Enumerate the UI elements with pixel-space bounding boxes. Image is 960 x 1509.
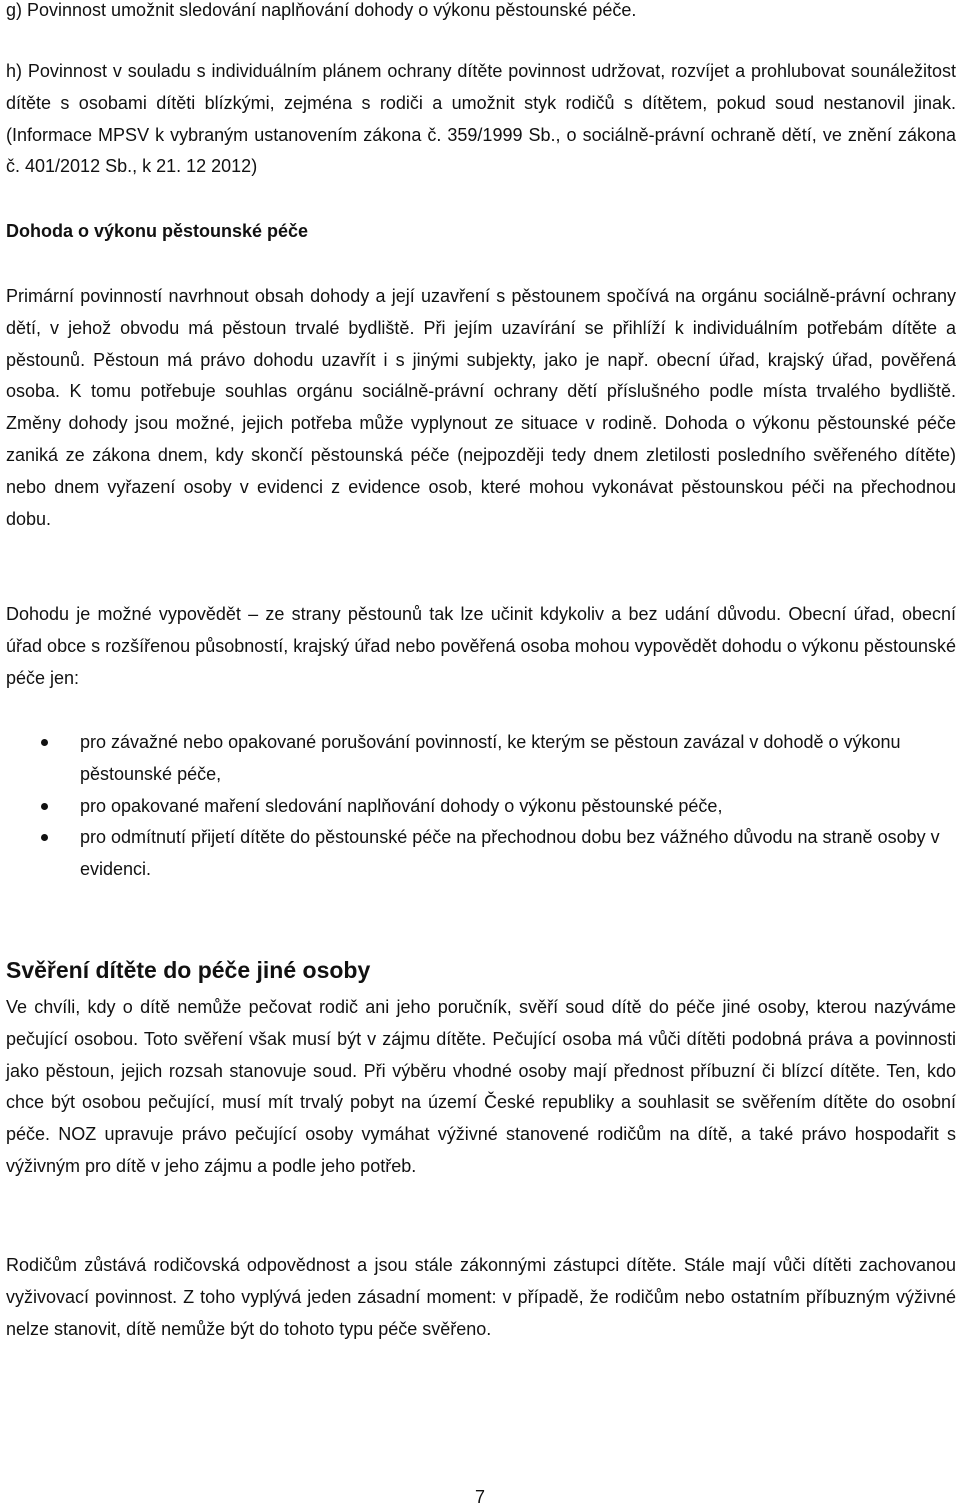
paragraph-g: g) Povinnost umožnit sledování naplňování dohody o výkonu pěstounské péče. (6, 0, 637, 20)
paragraph-h: h) Povinnost v souladu s individuálním plánem ochrany dítěte povinnost udržovat, rozvíjet a prohlubovat sounáležitost dítěte s osobami dítěti blízkými, zejména s rodiči a umožnit styk rodičů s dítětem, pokud soud nestanovil jinak. (Informace MPSV k vybraným ustanovením zákona č. 359/1999 Sb., o sociálně-právní ochraně dětí, ve znění zákona č. 401/2012 Sb., k 21. 12 2012) (6, 61, 956, 177)
paragraph-sverovani: Ve chvíli, kdy o dítě nemůže pečovat rodič ani jeho poručník, svěří soud dítě do péče jiné osoby, kterou nazýváme pečující osobou. Toto svěření však musí být v zájmu dítěte. Pečující osoba má vůči dítěti podobná práva a povinnosti jako pěstoun, jejich rozsah stanovuje soud. Při výběru vhodné osoby mají přednost příbuzní či blízcí dítěte. Ten, kdo chce být osobou pečující, musí mít trvalý pobyt na území České republiky a souhlasit se svěřením dítěte do osobní péče. NOZ upravuje právo pečující osoby vymáhat výživné stanovené rodičům na dítě, a také právo hospodařit s výživným pro dítě v jeho zájmu a podle jeho potřeb. (6, 997, 956, 1176)
bullet-icon (41, 739, 48, 746)
list-item (6, 727, 956, 791)
list-item-text: pro závažné nebo opakované porušování povinností, ke kterým se pěstoun zavázal v dohodě o výkonu pěstounské péče, (80, 732, 901, 784)
page-number: 7 (474, 1487, 485, 1507)
list-item-text: pro odmítnutí přijetí dítěte do pěstounské péče na přechodnou dobu bez vážného důvodu na straně osoby v evidenci. (80, 827, 940, 880)
subheading-dohoda: Dohoda o výkonu pěstounské péče (6, 221, 309, 241)
section-heading: Svěření dítěte do péče jiné osoby (6, 957, 371, 983)
bullet-icon (41, 803, 48, 810)
reasons-list (6, 727, 956, 886)
paragraph-vypovedet: Dohodu je možné vypovědět – ze strany pěstounů tak lze učinit kdykoliv a bez udání důvodu. Obecní úřad, obecní úřad obce s rozšířenou působností, krajský úřad nebo pověřená osoba mohou vypovědět dohodu o výkonu pěstounské péče jen: (6, 604, 956, 688)
paragraph-primarni: Primární povinností navrhnout obsah dohody a její uzavření s pěstounem spočívá na orgánu sociálně-právní ochrany dětí, v jehož obvodu má pěstoun trvalé bydliště. Při jejím uzavírání se přihlíží k individuálním potřebám dítěte a pěstounů. Pěstoun má právo dohodu uzavřít i s jinými subjekty, jako je např. obecní úřad, krajský úřad, pověřená osoba. K tomu potřebuje souhlas orgánu sociálně-právní ochrany dětí příslušného podle místa trvalého bydliště. Změny dohody jsou možné, jejich potřeba může vyplynout ze situace v rodině. Dohoda o výkonu pěstounské péče zaniká ze zákona dnem, kdy skončí pěstounská péče (nejpozději tedy dnem zletilosti posledního svěřeného dítěte) nebo dnem vyřazení osoby v evidenci z evidence osob, které mohou vykonávat pěstounskou péči na přechodnou dobu. (6, 286, 956, 529)
list-item-text: pro opakované maření sledování naplňování dohody o výkonu pěstounské péče, (80, 795, 723, 816)
list-item (6, 791, 956, 823)
list-item (6, 822, 956, 886)
bullet-icon (41, 834, 48, 841)
paragraph-rodicum: Rodičům zůstává rodičovská odpovědnost a jsou stále zákonnými zástupci dítěte. Stále mají vůči dítěti zachovanou vyživovací povinnost. Z toho vyplývá jeden zásadní moment: v případě, že rodičům nebo ostatním příbuzným výživné nelze stanovit, dítě nemůže být do tohoto typu péče svěřeno. (6, 1255, 956, 1339)
